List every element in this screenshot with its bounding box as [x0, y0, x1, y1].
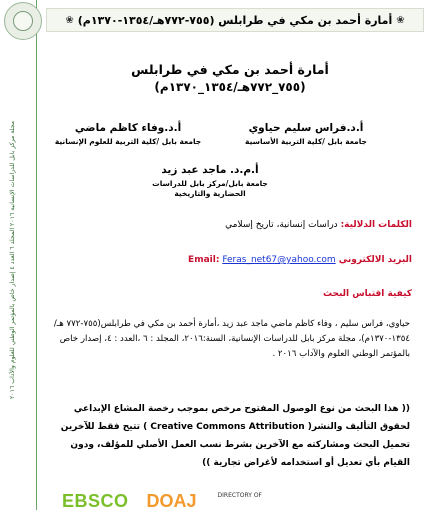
citation-body: حياوي، فراس سليم ، وفاء كاظم ماضي ماجد عبد زيد ،أمارة أحمد بن مكي في طرابلس(٧٥٥-٧٧٢ هـ/١٣٥٤-١٣٧٠م)، مجلة مركز بابل للدراسات الإنسانية، السنة:٢٠١٦، المجلد : ٦ ،العدد : ٤، إصدار خاص بالمؤتمر الوطني العلوم والآداب ٢٠١٦ . — [53, 319, 410, 359]
keywords-row — [225, 220, 412, 230]
keywords-value: دراسات إنسانية، تاريخ إسلامي — [225, 220, 338, 230]
author-affiliation: جامعة بابل /كلية التربية للعلوم الإنسانية — [54, 137, 202, 146]
paper-title: أمارة أحمد بن مكي في طرابلس — [131, 62, 329, 77]
ornament-icon: ❀ — [396, 14, 405, 26]
journal-side-text: مجلة مركز بابل للدراسات الإنسانية ٢٠١٦ المجلد ٦ العدد ٤ إصدار خاص بالمؤتمر الوطني للعلوم والآداب ٢٠١٦ — [9, 120, 16, 400]
header-banner — [46, 8, 424, 32]
citation-heading: كيفية اقتباس البحث — [322, 289, 412, 299]
journal-logo — [4, 2, 42, 40]
author-block — [48, 122, 208, 146]
indexing-logos — [62, 492, 312, 510]
email-row: البريد الالكتروني Email: Feras_net67@yahoo.com — [188, 255, 412, 265]
ornament-icon: ❀ — [65, 14, 74, 26]
paper-subtitle: (٧٥٥_٧٧٢هـ/١٣٥٤_١٣٧٠م) — [154, 80, 306, 94]
ebsco-logo: EBSCO — [62, 491, 129, 511]
doaj-logo-subtitle: DIRECTORY OF — [217, 492, 262, 499]
author-affiliation: جامعة بابل /كلية التربية الأساسية — [245, 137, 367, 146]
author-block — [150, 164, 270, 199]
email-label: البريد الالكتروني Email — [188, 255, 412, 265]
doaj-logo: DOAJ — [146, 491, 197, 511]
author-name: أ.م.د. ماجد عبد زيد — [161, 164, 259, 176]
header-title: أمارة أحمد بن مكي في طرابلس (٧٥٥-٧٧٢هـ/١٣٥٤-١٣٧٠م) — [77, 13, 393, 27]
license-notice: (( هذا البحث من نوع الوصول المفتوح مرخص بموجب رخصة المشاع الإبداعي لحقوق التأليف والنشر( Creative Commons Attribution ) تتيح فقط للآخرين تحميل البحث ومشاركته مع الآخرين بشرط نسب العمل الأصلي للمؤلف، ودون القيام بأي تعديل أو استخدامه لأغراض تجارية )) — [60, 404, 410, 468]
author-affiliation: جامعة بابل/مركز بابل للدراسات الحضارية والتاريخية — [152, 179, 268, 198]
author-name: أ.د.وفاء كاظم ماضي — [74, 122, 182, 134]
author-name: أ.د.فراس سليم حياوي — [248, 122, 364, 134]
email-link[interactable]: Feras_net67@yahoo.com — [222, 255, 336, 265]
author-block — [226, 122, 386, 146]
journal-side-strip — [0, 0, 37, 510]
keywords-label: الكلمات الدلالية: — [340, 220, 412, 230]
